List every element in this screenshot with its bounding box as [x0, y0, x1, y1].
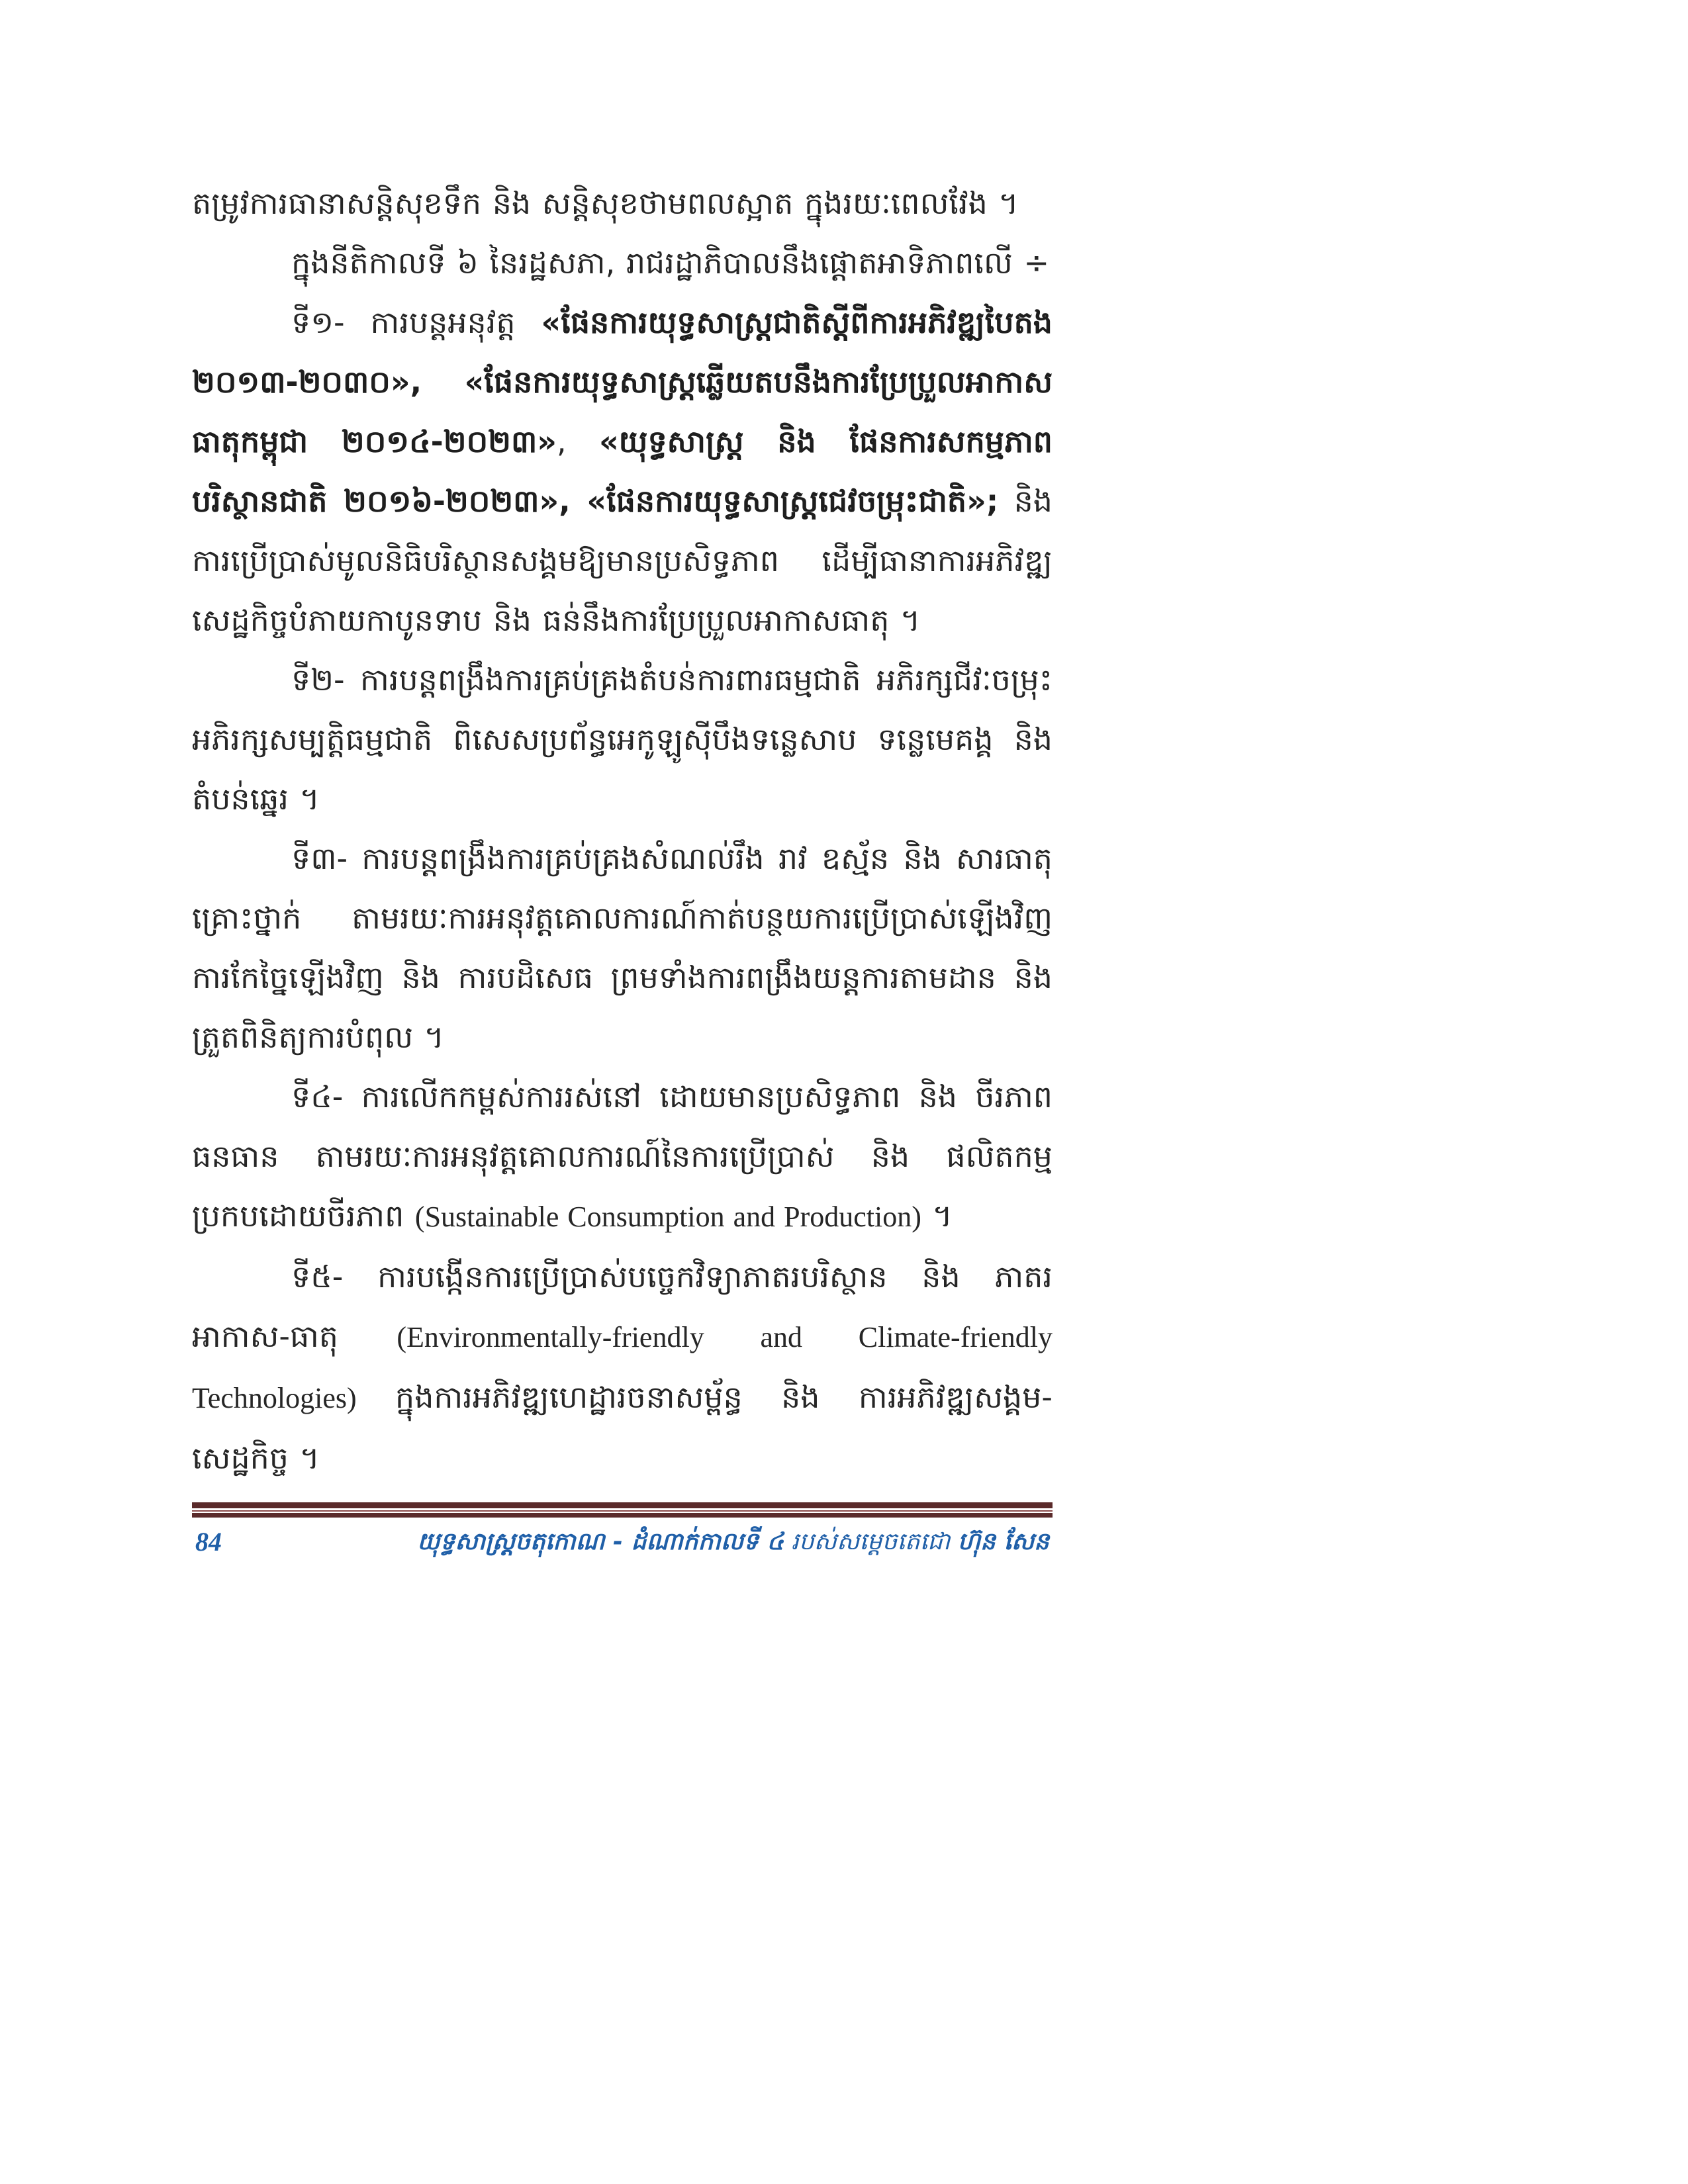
paragraph-text: ក្នុងនីតិកាលទី ៦ នៃរដ្ឋសភា, រាជរដ្ឋាភិបាលនឹងផ្ដោតអាទិភាពលើ ÷	[291, 245, 1049, 281]
paragraph-bold-plans: «ផែនការយុទ្ធសាស្ត្រជាតិស្ដីពីការអភិវឌ្ឍបៃតង ២០១៣-២០៣០», «ផែនការយុទ្ធសាស្ត្រឆ្លើយតបនឹងការប្រែប្រួលអាកាសធាតុកម្ពុជា ២០១៤-២០២៣»	[192, 304, 1053, 459]
paragraph-prefix: ទី១- ការបន្តអនុវត្ត	[291, 304, 541, 340]
footer-rule	[192, 1502, 1053, 1520]
running-title-name: ហ៊ុន សែន	[957, 1528, 1049, 1555]
paragraph-1	[192, 173, 1053, 233]
paragraph-text: ទី៣- ការបន្តពង្រឹងការគ្រប់គ្រងសំណល់រឹង រាវ ឧស្ម័ន និង សារធាតុគ្រោះថ្នាក់ តាមរយៈការអនុវត្តគោលការណ៍កាត់បន្ថយការប្រើប្រាស់ឡើងវិញ ការកែច្នៃឡើងវិញ និង ការបដិសេធ ព្រមទាំងការពង្រឹងយន្តការតាមដាន និង ត្រួតពិនិត្យការបំពុល ។	[192, 841, 1053, 1055]
footer-rule-thin	[192, 1510, 1053, 1512]
page-footer	[192, 1522, 1053, 1562]
paragraph-6	[192, 1067, 1053, 1247]
paragraph-text: ទី២- ការបន្តពង្រឹងការគ្រប់គ្រងតំបន់ការពារធម្មជាតិ អភិរក្សជីវៈចម្រុះ អភិរក្សសម្បត្តិធម្មជាតិ ពិសេសប្រព័ន្ធអេកូឡូស៊ីបឹងទន្លេសាប ទន្លេមេគង្គ និង តំបន់ឆ្នេរ ។	[192, 662, 1053, 817]
paragraph-3	[192, 293, 1053, 650]
running-title-main: យុទ្ធសាស្ត្រចតុកោណ - ដំណាក់កាលទី ៤	[417, 1528, 784, 1555]
page-number: 84	[195, 1527, 222, 1557]
paragraph-4	[192, 650, 1053, 829]
paragraph-suffix: ក្នុងការអភិវឌ្ឍហេដ្ឋារចនាសម្ព័ន្ធ និង ការអភិវឌ្ឍសង្គម- សេដ្ឋកិច្ច ។	[192, 1379, 1053, 1476]
paragraph-7	[192, 1247, 1053, 1488]
page-body	[192, 173, 1053, 1488]
running-title-connector: របស់សម្ដេចតេជោ	[783, 1528, 958, 1555]
paragraph-suffix: និង ការប្រើប្រាស់មូលនិធិបរិស្ថានសង្គមឱ្យមានប្រសិទ្ធភាព ដើម្បីធានាការអភិវឌ្ឍសេដ្ឋកិច្ចបំភាយកាបូនទាប និង ធន់នឹងការប្រែប្រួលអាកាសធាតុ ។	[192, 483, 1053, 638]
paragraph-latin-term: (Environmentally-friendly and Climate-friendly Technologies)	[192, 1321, 1053, 1414]
paragraph-separator: ,	[557, 424, 599, 459]
footer-rule-thick-bottom	[192, 1513, 1053, 1518]
paragraph-latin-term: (Sustainable Consumption and Production)	[414, 1201, 921, 1233]
paragraph-text: ទី៥- ការបង្កើនការប្រើប្រាស់បច្ចេកវិទ្យាភាតរបរិស្ថាន និង ភាតរអាកាស-ធាតុ	[192, 1259, 1053, 1354]
running-title	[417, 1522, 1049, 1562]
paragraph-suffix: ។	[921, 1198, 953, 1234]
paragraph-text: ទី៤- ការលើកកម្ពស់ការរស់នៅ ដោយមានប្រសិទ្ធភាព និង ចីរភាពធនធាន តាមរយៈការអនុវត្តគោលការណ៍នៃការប្រើប្រាស់ និង ផលិតកម្ម ប្រកបដោយចីរភាព	[192, 1079, 1053, 1234]
footer-rule-thick-top	[192, 1502, 1053, 1508]
paragraph-5	[192, 829, 1053, 1067]
paragraph-2	[192, 233, 1053, 293]
paragraph-bold-strategies: «យុទ្ធសាស្ត្រ និង ផែនការសកម្មភាពបរិស្ថានជាតិ ២០១៦-២០២៣», «ផែនការយុទ្ធសាស្ត្រជេវចម្រុះជាតិ»;	[192, 424, 1053, 519]
paragraph-text: តម្រូវការធានាសន្តិសុខទឹក និង សន្តិសុខថាមពលស្អាត ក្នុងរយៈពេលវែង ។	[192, 185, 1019, 221]
